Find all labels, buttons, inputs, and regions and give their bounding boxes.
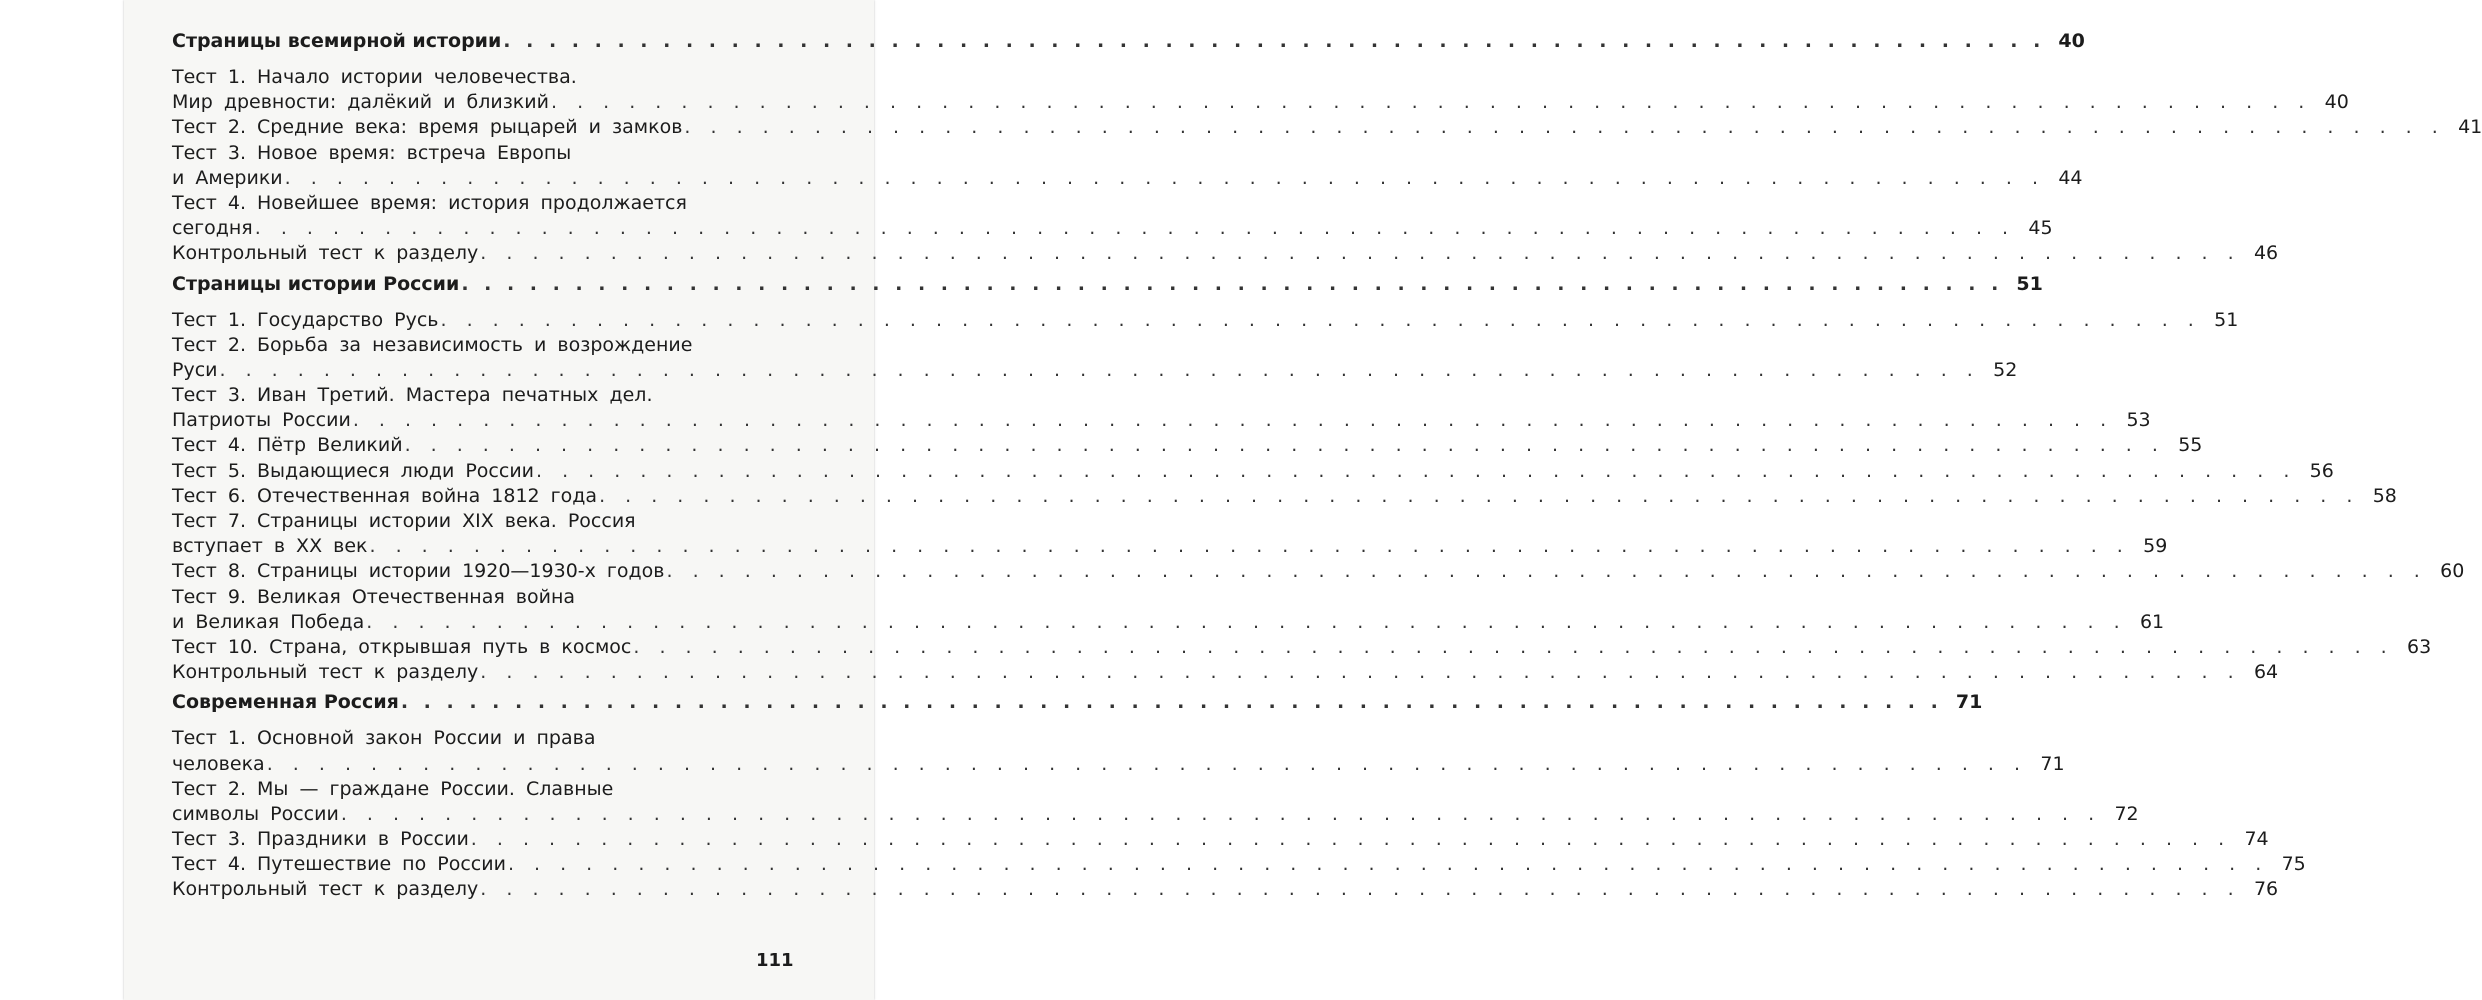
entry-text: символы России <box>172 802 339 825</box>
dot-leader: . . . . . . . . . . . . . . . . . . . . . . . . . . . . . . . . . . . . . . . . . . . . . . . . . . . . . . . . . . . . . . . . . . . . <box>352 409 2111 432</box>
toc-entry <box>172 334 812 359</box>
entry-text: Тест 4. Путешествие по России <box>172 853 506 876</box>
entry-text: Тест 3. Праздники в России <box>172 828 469 851</box>
book-page <box>124 0 2482 1000</box>
entry-page: 64 <box>2253 661 2279 684</box>
dot-leader: . . . . . . . . . . . . . . . . . . . . . . . . . . . . . . . . . . . . . . . . . . . . . . . . . . . . . . . . . . . . . . . . . . . . <box>461 272 2003 295</box>
toc-entry <box>172 510 812 535</box>
dot-leader: . . . . . . . . . . . . . . . . . . . . . . . . . . . . . . . . . . . . . . . . . . . . . . . . . . . . . . . . . . . . . . . . . . . . <box>440 308 2199 331</box>
toc-entry <box>172 116 2482 141</box>
dot-leader: . . . . . . . . . . . . . . . . . . . . . . . . . . . . . . . . . . . . . . . . . . . . . . . . . . . . . . . . . . . . . . . . . . . . <box>480 661 2239 684</box>
entry-page: 59 <box>2143 535 2168 558</box>
toc-entry <box>172 242 2279 267</box>
dot-leader: . . . . . . . . . . . . . . . . . . . . . . . . . . . . . . . . . . . . . . . . . . . . . . . . . . . . . . . . . . . . . . . . . . . . <box>219 358 1978 381</box>
toc-entry <box>172 752 2065 778</box>
entry-page: 55 <box>2178 434 2203 457</box>
toc-entry <box>172 91 2349 116</box>
toc-entry <box>172 358 2018 384</box>
toc-entry <box>172 66 812 91</box>
toc-entry <box>172 560 2465 585</box>
entry-page: 44 <box>2058 166 2083 189</box>
toc-entry <box>172 384 812 409</box>
entry-page: 76 <box>2253 878 2279 901</box>
dot-leader: . . . . . . . . . . . . . . . . . . . . . . . . . . . . . . . . . . . . . . . . . . . . . . . . . . . . . . . . . . . . . . . . . . . . <box>684 116 2443 139</box>
entry-text: Тест 9. Великая Отечественная война <box>172 585 576 608</box>
entry-page: 41 <box>2458 116 2482 139</box>
entry-text: человека <box>172 752 265 775</box>
entry-text: Контрольный тест к разделу <box>172 878 479 901</box>
toc-entry <box>172 635 2432 661</box>
section-page: 51 <box>2016 272 2043 295</box>
section-heading <box>172 272 2043 309</box>
entry-text: сегодня <box>172 217 253 240</box>
toc-entry <box>172 192 812 217</box>
section-heading <box>172 30 2085 66</box>
toc-entry <box>172 434 2203 459</box>
dot-leader: . . . . . . . . . . . . . . . . . . . . . . . . . . . . . . . . . . . . . . . . . . . . . . . . . . . . . . . . . . . . . . . . . . . . <box>507 853 2266 876</box>
toc-entry <box>172 778 812 803</box>
dot-leader: . . . . . . . . . . . . . . . . . . . . . . . . . . . . . . . . . . . . . . . . . . . . . . . . . . . . . . . . . . . . . . . . . . . . <box>666 560 2425 583</box>
dot-leader: . . . . . . . . . . . . . . . . . . . . . . . . . . . . . . . . . . . . . . . . . . . . . . . . . . . . . . . . . . . . . . . . . . . . <box>284 166 2043 189</box>
toc-entry <box>172 878 2279 903</box>
dot-leader: . . . . . . . . . . . . . . . . . . . . . . . . . . . . . . . . . . . . . . . . . . . . . . . . . . . . . . . . . . . . . . . . . . . . <box>404 434 2163 457</box>
dot-leader: . . . . . . . . . . . . . . . . . . . . . . . . . . . . . . . . . . . . . . . . . . . . . . . . . . . . . . . . . . . . . . . . . . . . <box>400 691 1943 714</box>
entry-page: 45 <box>2028 217 2053 240</box>
dot-leader: . . . . . . . . . . . . . . . . . . . . . . . . . . . . . . . . . . . . . . . . . . . . . . . . . . . . . . . . . . . . . . . . . . . . <box>369 535 2128 558</box>
entry-text: Тест 5. Выдающиеся люди России <box>172 459 535 482</box>
entry-text: Тест 10. Страна, открывшая путь в космос <box>172 635 632 658</box>
toc-entry <box>172 409 2151 434</box>
dot-leader: . . . . . . . . . . . . . . . . . . . . . . . . . . . . . . . . . . . . . . . . . . . . . . . . . . . . . . . . . . . . . . . . . . . . <box>266 752 2025 775</box>
dot-leader: . . . . . . . . . . . . . . . . . . . . . . . . . . . . . . . . . . . . . . . . . . . . . . . . . . . . . . . . . . . . . . . . . . . . <box>366 610 2125 633</box>
entry-text: Контрольный тест к разделу <box>172 242 479 265</box>
entry-text: Руси <box>172 358 218 381</box>
entry-page: 71 <box>2040 752 2065 775</box>
dot-leader: . . . . . . . . . . . . . . . . . . . . . . . . . . . . . . . . . . . . . . . . . . . . . . . . . . . . . . . . . . . . . . . . . . . . <box>480 242 2239 265</box>
toc-entry <box>172 535 2168 560</box>
toc-entry <box>172 727 812 752</box>
section-title: Страницы истории России <box>172 272 460 295</box>
toc-entry <box>172 308 2239 334</box>
entry-page: 58 <box>2372 484 2397 507</box>
entry-text: Тест 3. Новое время: встреча Европы <box>172 141 572 164</box>
section-title: Современная Россия <box>172 691 399 714</box>
entry-text: Тест 4. Новейшее время: история продолжается <box>172 191 687 214</box>
entry-text: Тест 3. Иван Третий. Мастера печатных дел. <box>172 384 653 407</box>
entry-page: 61 <box>2139 610 2165 633</box>
entry-page: 46 <box>2253 242 2279 265</box>
entry-page: 63 <box>2407 635 2432 658</box>
section-title: Страницы всемирной истории <box>172 30 502 52</box>
page-number: 111 <box>756 950 794 971</box>
section-page: 71 <box>1955 691 1983 714</box>
toc-entry <box>172 828 2269 853</box>
toc-entry <box>172 853 2306 878</box>
dot-leader: . . . . . . . . . . . . . . . . . . . . . . . . . . . . . . . . . . . . . . . . . . . . . . . . . . . . . . . . . . . . . . . . . . . . <box>503 30 2045 52</box>
toc-entry <box>172 166 2083 192</box>
dot-leader: . . . . . . . . . . . . . . . . . . . . . . . . . . . . . . . . . . . . . . . . . . . . . . . . . . . . . . . . . . . . . . . . . . . . <box>633 635 2392 658</box>
entry-text: Мир древности: далёкий и близкий <box>172 91 549 114</box>
entry-text: Тест 2. Средние века: время рыцарей и замков <box>172 116 683 139</box>
entry-text: Тест 8. Страницы истории 1920—1930-х годов <box>172 560 665 583</box>
section-heading <box>172 691 1983 727</box>
entry-text: Тест 4. Пётр Великий <box>172 434 403 457</box>
entry-text: Тест 1. Основной закон России и права <box>172 727 596 750</box>
entry-page: 53 <box>2126 409 2151 432</box>
entry-text: и Америки <box>172 166 283 189</box>
entry-text: Тест 2. Борьба за независимость и возрождение <box>172 333 693 356</box>
section-page: 40 <box>2058 30 2085 52</box>
dot-leader: . . . . . . . . . . . . . . . . . . . . . . . . . . . . . . . . . . . . . . . . . . . . . . . . . . . . . . . . . . . . . . . . . . . . <box>480 878 2239 901</box>
entry-text: Патриоты России <box>172 409 351 432</box>
entry-page: 52 <box>1993 358 2018 381</box>
entry-page: 74 <box>2244 828 2269 851</box>
entry-page: 51 <box>2214 308 2239 331</box>
dot-leader: . . . . . . . . . . . . . . . . . . . . . . . . . . . . . . . . . . . . . . . . . . . . . . . . . . . . . . . . . . . . . . . . . . . . <box>599 484 2357 507</box>
entry-text: Тест 1. Государство Русь <box>172 308 439 331</box>
entry-page: 72 <box>2114 802 2139 825</box>
entry-page: 56 <box>2309 459 2334 482</box>
toc-entry <box>172 217 2053 242</box>
toc-entry <box>172 802 2139 828</box>
toc-entry <box>172 459 2334 485</box>
entry-text: Контрольный тест к разделу <box>172 661 479 684</box>
toc-entry <box>172 586 812 611</box>
entry-text: Тест 6. Отечественная война 1812 года <box>172 484 598 507</box>
dot-leader: . . . . . . . . . . . . . . . . . . . . . . . . . . . . . . . . . . . . . . . . . . . . . . . . . . . . . . . . . . . . . . . . . . . . <box>254 217 2013 240</box>
entry-text: Тест 7. Страницы истории XIX века. Россия <box>172 510 636 532</box>
entry-text: Тест 2. Мы — граждане России. Славные <box>172 777 614 800</box>
dot-leader: . . . . . . . . . . . . . . . . . . . . . . . . . . . . . . . . . . . . . . . . . . . . . . . . . . . . . . . . . . . . . . . . . . . . <box>340 802 2099 825</box>
entry-page: 40 <box>2324 91 2349 114</box>
toc-entry <box>172 484 2397 510</box>
dot-leader: . . . . . . . . . . . . . . . . . . . . . . . . . . . . . . . . . . . . . . . . . . . . . . . . . . . . . . . . . . . . . . . . . . . . <box>470 828 2229 851</box>
entry-text: и Великая Победа <box>172 610 365 633</box>
dot-leader: . . . . . . . . . . . . . . . . . . . . . . . . . . . . . . . . . . . . . . . . . . . . . . . . . . . . . . . . . . . . . . . . . . . . <box>536 459 2294 482</box>
entry-text: вступает в XX век <box>172 535 368 558</box>
entry-text: Тест 1. Начало истории человечества. <box>172 66 577 88</box>
entry-page: 60 <box>2440 560 2465 583</box>
dot-leader: . . . . . . . . . . . . . . . . . . . . . . . . . . . . . . . . . . . . . . . . . . . . . . . . . . . . . . . . . . . . . . . . . . . . <box>550 91 2309 114</box>
toc-entry <box>172 142 812 167</box>
toc-entry <box>172 661 2279 686</box>
toc-entry <box>172 610 2165 636</box>
table-of-contents <box>172 30 2482 904</box>
entry-page: 75 <box>2281 853 2306 876</box>
